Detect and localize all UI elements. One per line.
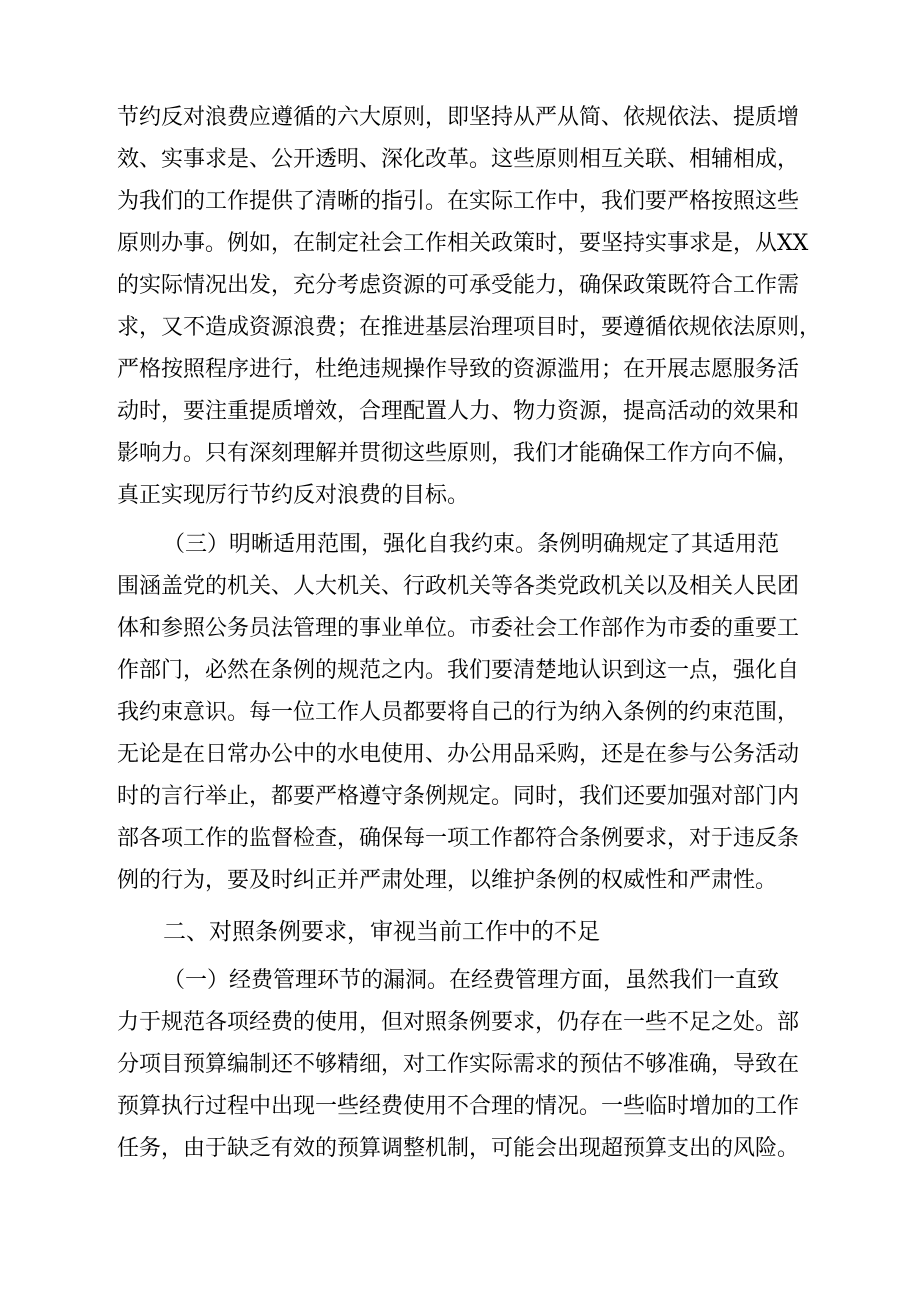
text-line: 动时，要注重提质增效，合理配置人力、物力资源，提高活动的效果和: [117, 399, 800, 424]
text-line: 围涵盖党的机关、人大机关、行政机关等各类党政机关以及相关人民团: [117, 574, 800, 599]
text-line: 求，又不造成资源浪费；在推进基层治理项目时，要遵循依规依法原则，: [117, 315, 822, 340]
text-line: 效、实事求是、公开透明、深化改革。这些原则相互关联、相辅相成，: [117, 147, 800, 172]
text-line: 分项目预算编制还不够精细，对工作实际需求的预估不够准确，导致在: [117, 1052, 800, 1077]
text-line: 体和参照公务员法管理的事业单位。市委社会工作部作为市委的重要工: [117, 616, 800, 641]
text-line: 影响力。只有深刻理解并贯彻这些原则，我们才能确保工作方向不偏，: [117, 441, 800, 466]
text-line: 为我们的工作提供了清晰的指引。在实际工作中，我们要严格按照这些: [117, 189, 800, 214]
text-line: 部各项工作的监督检查，确保每一项工作都符合条例要求，对于违反条: [117, 826, 800, 851]
text-line: 真正实现厉行节约反对浪费的目标。: [117, 483, 470, 508]
text-line: 作部门，必然在条例的规范之内。我们要清楚地认识到这一点，强化自: [117, 658, 800, 683]
text-line: 例的行为，要及时纠正并严肃处理，以维护条例的权威性和严肃性。: [117, 868, 778, 893]
text-line: 严格按照程序进行，杜绝违规操作导致的资源滥用；在开展志愿服务活: [117, 357, 800, 382]
text-line: 任务，由于缺乏有效的预算调整机制，可能会出现超预算支出的风险。: [117, 1136, 800, 1161]
text-line: 预算执行过程中出现一些经费使用不合理的情况。一些临时增加的工作: [117, 1094, 800, 1119]
text-line: （三）明晰适用范围，强化自我约束。条例明确规定了其适用范: [163, 532, 780, 557]
section-heading: 二、对照条例要求，审视当前工作中的不足: [163, 919, 600, 945]
text-line: 的实际情况出发，充分考虑资源的可承受能力，确保政策既符合工作需: [117, 273, 800, 298]
text-line: 无论是在日常办公中的水电使用、办公用品采购，还是在参与公务活动: [117, 742, 800, 767]
text-line: 力于规范各项经费的使用，但对照条例要求，仍存在一些不足之处。部: [117, 1010, 800, 1035]
text-line: （一）经费管理环节的漏洞。在经费管理方面，虽然我们一直致: [163, 968, 780, 993]
text-line: 我约束意识。每一位工作人员都要将自己的行为纳入条例的约束范围，: [117, 700, 800, 725]
text-line: 原则办事。例如，在制定社会工作相关政策时，要坚持实事求是，从XX: [117, 231, 809, 256]
text-line: 节约反对浪费应遵循的六大原则，即坚持从严从简、依规依法、提质增: [117, 105, 800, 130]
text-line: 时的言行举止，都要严格遵守条例规定。同时，我们还要加强对部门内: [117, 784, 800, 809]
